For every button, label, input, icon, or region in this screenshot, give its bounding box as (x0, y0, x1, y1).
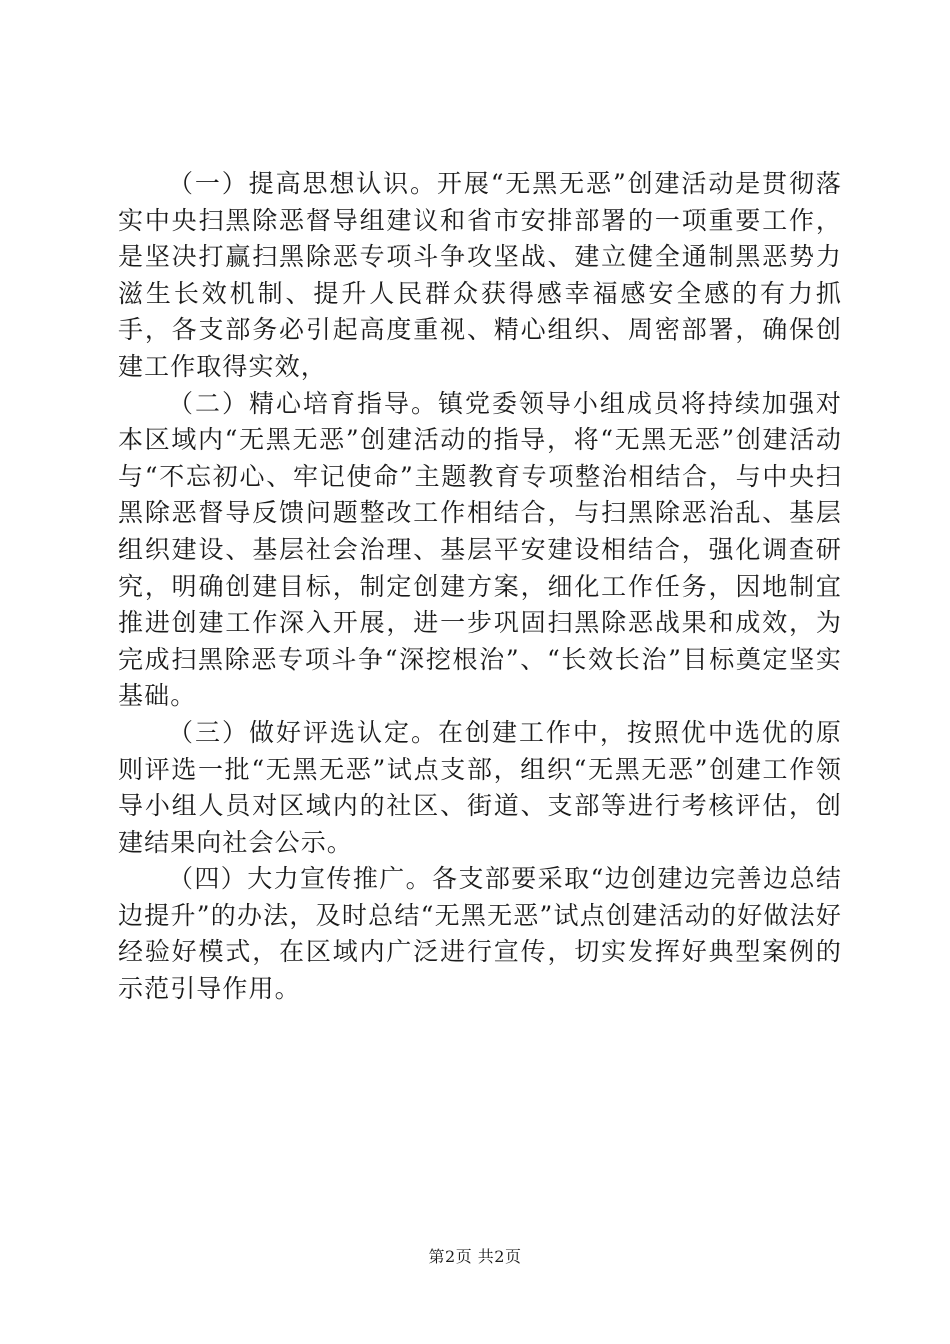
document-body (118, 166, 842, 1008)
paragraph-3: （三）做好评选认定。在创建工作中，按照优中选优的原则评选一批“无黑无恶”试点支部，组织“无黑无恶”创建工作领导小组人员对区域内的社区、街道、支部等进行考核评估，创建结果向社会公示。 (118, 717, 842, 857)
paragraph-1: （一）提高思想认识。开展“无黑无恶”创建活动是贯彻落实中央扫黑除恶督导组建议和省市安排部署的一项重要工作，是坚决打赢扫黑除恶专项斗争攻坚战、建立健全通制黑恶势力滋生长效机制、提升人民群众获得感幸福感安全感的有力抓手，各支部务必引起高度重视、精心组织、周密部署，确保创建工作取得实效， (118, 169, 842, 381)
page-number-footer: 第2页 共2页 (428, 1247, 522, 1266)
paragraph-2: （二）精心培育指导。镇党委领导小组成员将持续加强对本区域内“无黑无恶”创建活动的指导，将“无黑无恶”创建活动与“不忘初心、牢记使命”主题教育专项整治相结合，与中央扫黑除恶督导反馈问题整改工作相结合，与扫黑除恶治乱、基层组织建设、基层社会治理、基层平安建设相结合，强化调查研究，明确创建目标，制定创建方案，细化工作任务，因地制宜推进创建工作深入开展，进一步巩固扫黑除恶战果和成效，为完成扫黑除恶专项斗争“深挖根治”、“长效长治”目标奠定坚实基础。 (118, 388, 842, 711)
paragraph-4: （四）大力宣传推广。各支部要采取“边创建边完善边总结边提升”的办法，及时总结“无黑无恶”试点创建活动的好做法好经验好模式，在区域内广泛进行宣传，切实发挥好典型案例的示范引导作用。 (118, 864, 842, 1004)
